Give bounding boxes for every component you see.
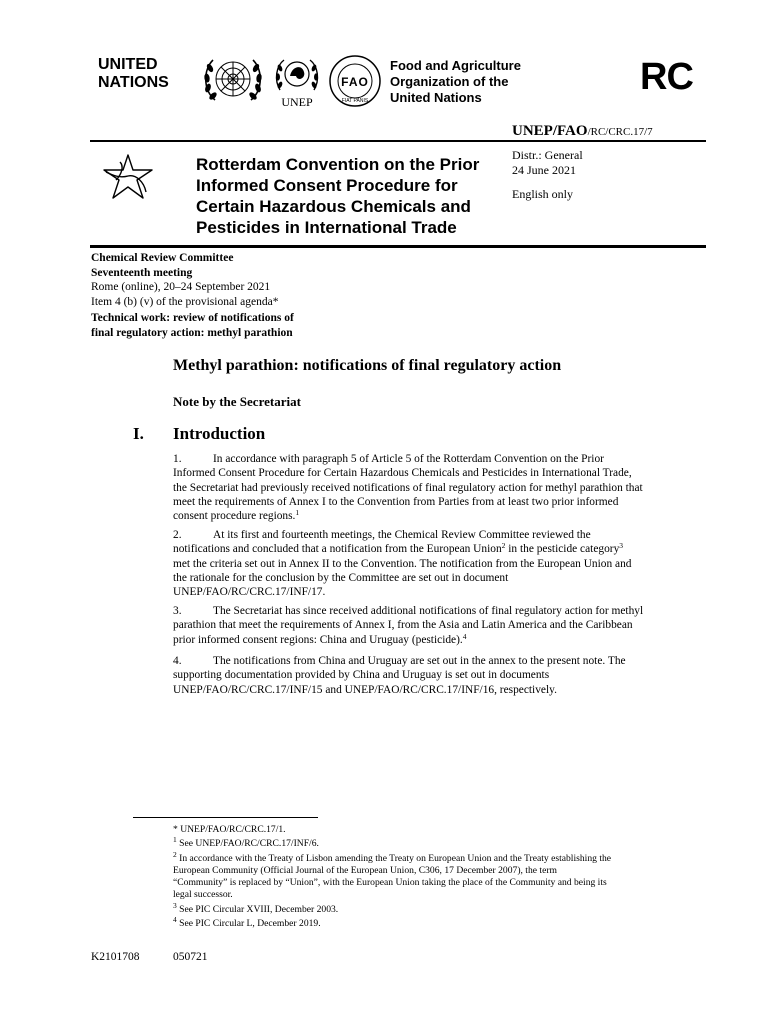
paragraph-2 <box>173 528 708 599</box>
footnote-2-line: “Community” is replaced by “Union”, with the European Union taking the place of the Community and being its <box>173 877 607 889</box>
paragraph-line: supporting documentation provided by China and Uruguay is set out in documents <box>173 669 550 682</box>
paragraph-line: At its first and fourteenth meetings, the Chemical Review Committee reviewed the <box>213 529 591 541</box>
paragraph-1 <box>173 452 708 523</box>
paragraph-line: the Secretariat had previously received notifications of final regulatory action for methyl parathion that <box>173 481 643 494</box>
convention-title-line3: Certain Hazardous Chemicals and <box>196 197 471 216</box>
distribution-block <box>512 148 583 202</box>
fao-name-line1: Food and Agriculture <box>390 58 521 73</box>
unep-emblem-icon <box>272 54 322 108</box>
paragraph-line: UNEP/FAO/RC/CRC.17/INF/15 and UNEP/FAO/RC/CRC.17/INF/16, respectively. <box>173 683 557 696</box>
paragraph-line: prior informed consent regions: China and Uruguay (pesticide). <box>173 633 463 646</box>
topic-line2: final regulatory action: methyl parathion <box>91 326 293 339</box>
un-name <box>98 56 169 92</box>
document-title: Methyl parathion: notifications of final regulatory action <box>173 357 562 374</box>
paragraph-line: notifications and concluded that a notification from the European Union <box>173 543 502 556</box>
un-name-line1: UNITED <box>98 56 158 73</box>
paragraph-number: 4. <box>173 655 182 667</box>
distribution: Distr.: General <box>512 148 583 162</box>
footnote-1: See UNEP/FAO/RC/CRC.17/INF/6. <box>176 838 319 850</box>
convention-title <box>196 154 506 238</box>
job-number: K2101708 <box>91 951 140 963</box>
fao-name-line2: Organization of the <box>390 74 509 89</box>
document-symbol <box>512 123 653 140</box>
header-rule <box>90 140 706 142</box>
fao-logo-motto: FIAT PANIS <box>341 98 369 104</box>
meeting-venue: Rome (online), 20–24 September 2021 <box>91 281 271 293</box>
footnote-mark: 3 <box>173 900 177 910</box>
footnote-mark: 2 <box>173 849 177 859</box>
title-rule <box>90 245 706 248</box>
footnote-mark: 1 <box>173 835 177 845</box>
agenda-item: Item 4 (b) (v) of the provisional agenda* <box>91 295 279 308</box>
footnote-4: See PIC Circular L, December 2019. <box>176 918 321 930</box>
footnote-2: In accordance with the Treaty of Lisbon amending the Treaty on European Union and the Treaty establishing the <box>176 852 612 864</box>
committee-name: Chemical Review Committee <box>91 252 234 264</box>
fao-emblem-icon <box>328 54 382 108</box>
unep-logo-label: UNEP <box>281 95 313 108</box>
fao-name-line3: United Nations <box>390 90 482 105</box>
paragraph-number: 3. <box>173 605 182 617</box>
meeting-session: Seventeenth meeting <box>91 266 193 279</box>
section-number: I. <box>133 424 144 443</box>
document-symbol-main: UNEP/FAO <box>512 123 588 139</box>
convention-title-line2: Informed Consent Procedure for <box>196 176 458 195</box>
star-logo-icon <box>100 152 156 204</box>
footnote-ref: 1 <box>295 508 300 518</box>
paragraph-4 <box>173 654 708 697</box>
footnotes <box>173 824 708 930</box>
paragraph-line: meet the requirements of Annex I to the Convention from Parties from at least two prior informed <box>173 495 619 508</box>
paragraph-number: 2. <box>173 529 182 541</box>
un-emblem-icon <box>201 54 265 106</box>
footnote-star: * UNEP/FAO/RC/CRC.17/1. <box>173 824 286 835</box>
footnote-ref: 3 <box>619 541 624 551</box>
fao-logo-letters: FAO <box>341 75 369 89</box>
paragraph-line: in the pesticide category <box>505 543 620 556</box>
paragraph-line: The Secretariat has since received additional notifications of final regulatory action for methyl <box>213 605 644 617</box>
convention-code: RC <box>640 56 693 98</box>
footnote-3: See PIC Circular XVIII, December 2003. <box>176 903 339 915</box>
un-name-line2: NATIONS <box>98 74 169 91</box>
language-note: English only <box>512 187 574 201</box>
date-code: 050721 <box>173 951 208 963</box>
paragraph-line: met the criteria set out in Annex II to the Convention. The notification from the European Union and <box>173 557 632 570</box>
paragraph-3 <box>173 604 708 647</box>
footnote-2-line: European Community (Official Journal of the European Union, C306, 17 December 2007), the term <box>173 864 558 876</box>
meeting-block <box>91 251 294 340</box>
document-note: Note by the Secretariat <box>173 394 301 409</box>
fao-name <box>390 58 521 106</box>
footnote-ref: 2 <box>501 541 506 551</box>
issue-date: 24 June 2021 <box>512 163 576 177</box>
footnote-rule <box>133 817 318 818</box>
paragraph-line: consent procedure regions. <box>173 510 296 523</box>
paragraph-line: Informed Consent Procedure for Certain Hazardous Chemicals and Pesticides in International Trade, <box>173 467 632 480</box>
footnote-mark: 4 <box>173 915 177 925</box>
paragraph-line: The notifications from China and Uruguay are set out in the annex to the present note. The <box>213 655 626 667</box>
document-symbol-suffix: /RC/CRC.17/7 <box>587 126 653 138</box>
section-title: Introduction <box>173 424 266 443</box>
paragraph-number: 1. <box>173 453 182 465</box>
paragraph-line: UNEP/FAO/RC/CRC.17/INF/17. <box>173 586 326 599</box>
paragraph-line: parathion that meet the requirements of Annex I, from the Asia and Latin America and the Caribbean <box>173 619 633 632</box>
footnote-2-line: legal successor. <box>173 889 233 901</box>
convention-title-line4: Pesticides in International Trade <box>196 218 457 237</box>
topic-line1: Technical work: review of notifications of <box>91 312 294 324</box>
paragraph-line: In accordance with paragraph 5 of Article 5 of the Rotterdam Convention on the Prior <box>213 453 604 465</box>
footnote-ref: 4 <box>462 631 467 641</box>
convention-title-line1: Rotterdam Convention on the Prior <box>196 155 480 174</box>
paragraph-line: the rationale for the conclusion by the Committee are set out in document <box>173 571 509 584</box>
